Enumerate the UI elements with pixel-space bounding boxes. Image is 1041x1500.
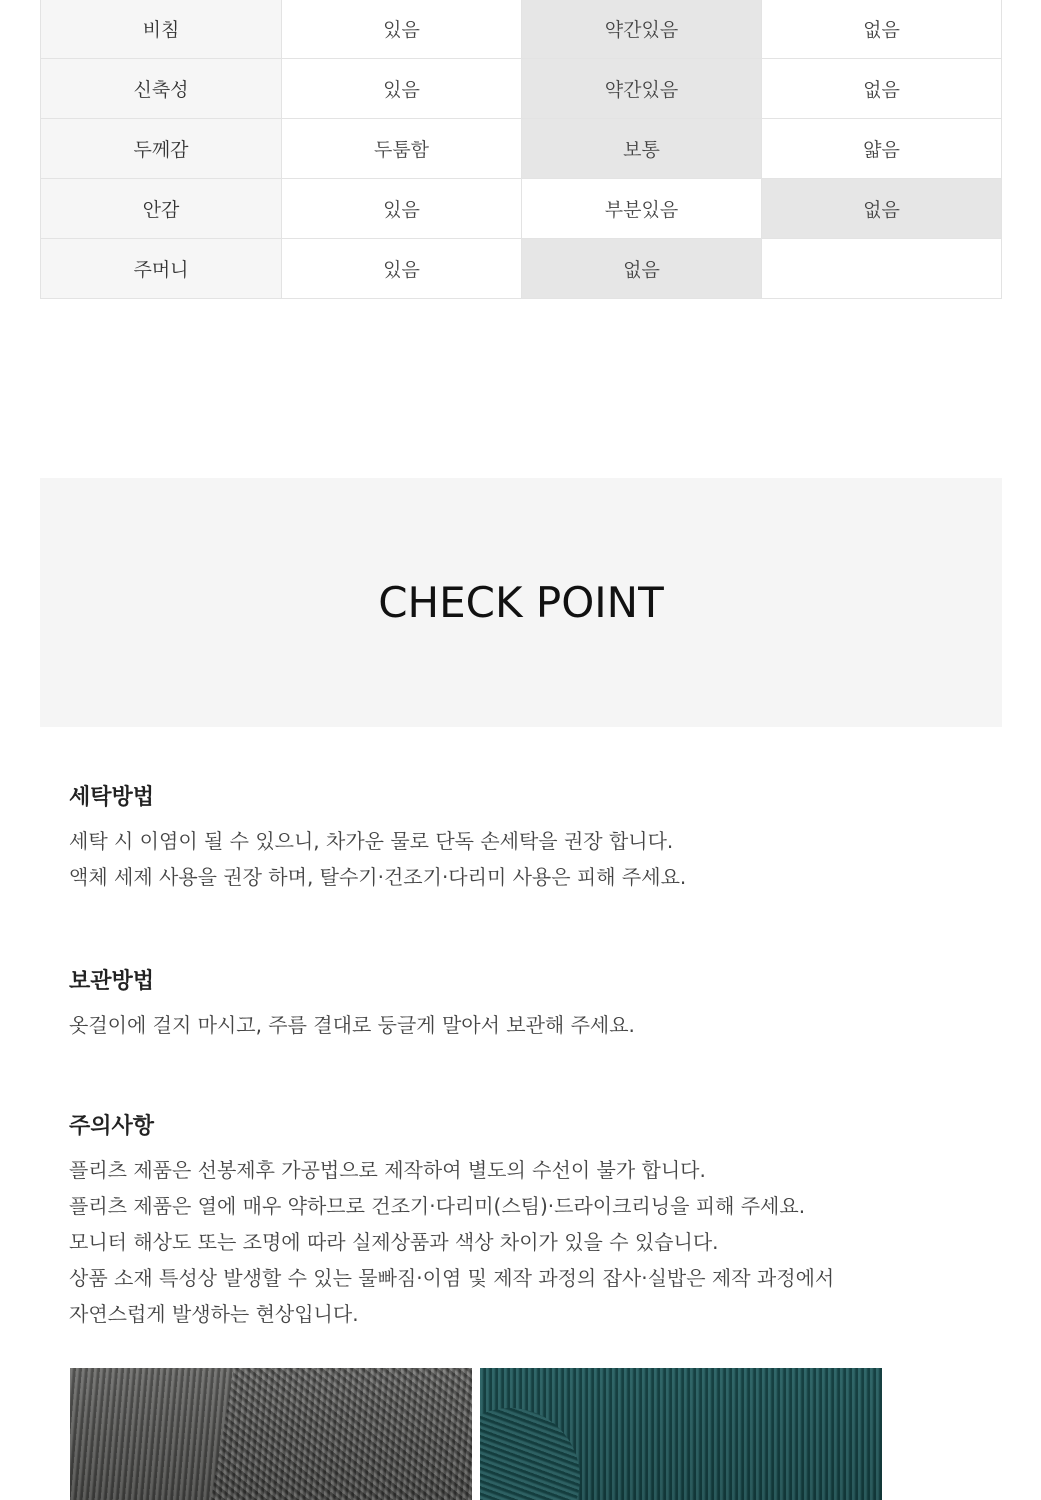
section-heading: 주의사항 [69, 1114, 155, 1139]
spec-row [41, 119, 1002, 179]
section-text-line: 자연스럽게 발생하는 현상입니다. [69, 1302, 359, 1326]
pleated-fabric-grey-image [70, 1368, 472, 1500]
section-text-line: 액체 세제 사용을 권장 하며, 탈수기·건조기·다리미 사용은 피해 주세요. [69, 865, 687, 889]
spec-option-cell: 얇음 [762, 119, 1002, 179]
check-point-banner [40, 478, 1002, 727]
spec-option-cell-empty [762, 239, 1002, 299]
check-point-title: CHECK POINT [378, 578, 664, 627]
spec-option-cell: 없음 [762, 0, 1002, 59]
section-text-line: 모니터 해상도 또는 조명에 따라 실제상품과 색상 차이가 있을 수 있습니다. [69, 1230, 719, 1254]
spec-row [41, 0, 1002, 59]
spec-row [41, 59, 1002, 119]
section-text-line: 세탁 시 이염이 될 수 있으니, 차가운 물로 단독 손세탁을 권장 합니다. [69, 829, 674, 853]
pleated-fabric-teal-image [480, 1368, 882, 1500]
spec-option-cell: 있음 [282, 59, 522, 119]
spec-row-label: 주머니 [41, 239, 282, 299]
spec-option-cell-selected: 보통 [522, 119, 762, 179]
spec-row [41, 239, 1002, 299]
spec-row-label: 신축성 [41, 59, 282, 119]
spec-option-cell: 부분있음 [522, 179, 762, 239]
precautions-section [69, 1113, 969, 1332]
spec-row [41, 179, 1002, 239]
spec-option-cell: 있음 [282, 239, 522, 299]
spec-option-cell: 있음 [282, 179, 522, 239]
spec-option-cell: 두툼함 [282, 119, 522, 179]
spec-row-label: 두께감 [41, 119, 282, 179]
spec-option-cell-selected: 약간있음 [522, 0, 762, 59]
section-text-line: 플리츠 제품은 열에 매우 약하므로 건조기·다리미(스팀)·드라이크리닝을 피해 주세요. [69, 1194, 806, 1218]
spec-option-cell-selected: 없음 [522, 239, 762, 299]
spec-option-cell: 없음 [762, 59, 1002, 119]
storage-method-section [69, 968, 969, 1043]
fabric-spec-table-body [41, 0, 1002, 299]
section-text-line: 옷걸이에 걸지 마시고, 주름 결대로 둥글게 말아서 보관해 주세요. [69, 1013, 635, 1037]
section-heading: 세탁방법 [69, 785, 155, 810]
washing-method-section [69, 784, 969, 895]
spec-option-cell-selected: 약간있음 [522, 59, 762, 119]
spec-option-cell-selected: 없음 [762, 179, 1002, 239]
section-text-line: 플리츠 제품은 선봉제후 가공법으로 제작하여 별도의 수선이 불가 합니다. [69, 1158, 706, 1182]
spec-row-label: 안감 [41, 179, 282, 239]
spec-option-cell: 있음 [282, 0, 522, 59]
section-heading: 보관방법 [69, 969, 155, 994]
spec-row-label: 비침 [41, 0, 282, 59]
section-text-line: 상품 소재 특성상 발생할 수 있는 물빠짐·이염 및 제작 과정의 잡사·실밥은 제작 과정에서 [69, 1266, 835, 1290]
fabric-photo-row [70, 1368, 882, 1500]
fabric-spec-table [40, 0, 1002, 299]
